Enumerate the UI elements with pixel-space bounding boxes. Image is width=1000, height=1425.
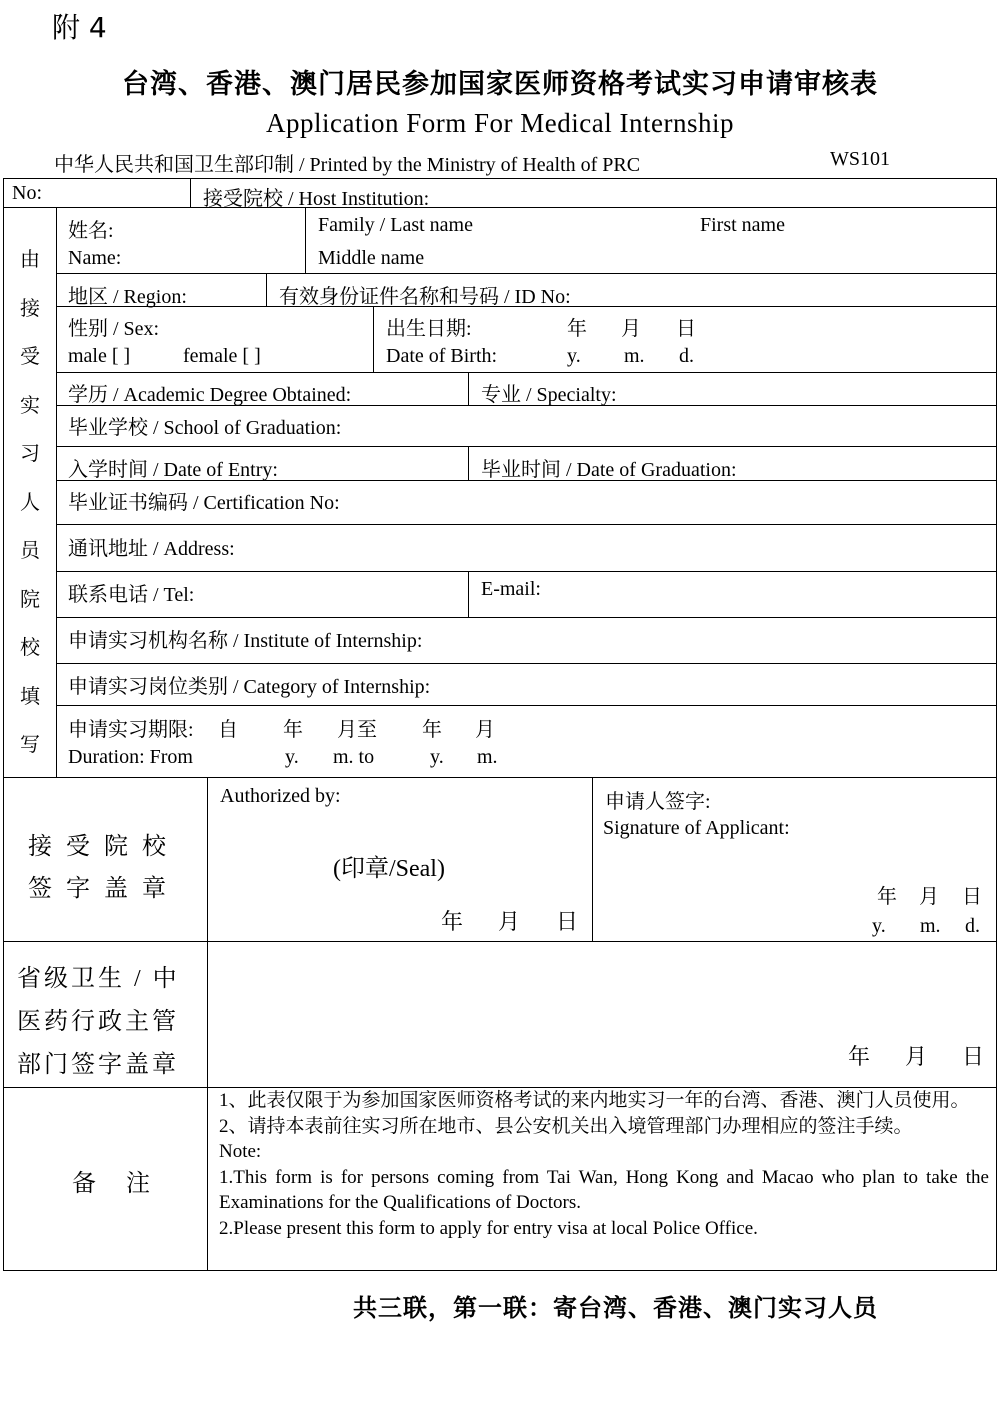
duration-year2-en: y. [430, 746, 444, 768]
dob-label-cn: 出生日期: [386, 318, 472, 340]
form-title-cn: 台湾、香港、澳门居民参加国家医师资格考试实习申请审核表 [122, 69, 878, 99]
duration-month2-en: m. [477, 746, 498, 768]
side-label-char: 受 [20, 346, 40, 368]
side-label-char: 填 [20, 685, 40, 708]
remarks-line: 1、此表仅限于为参加国家医师资格考试的来内地实习一年的台湾、香港、澳门人员使用。 [219, 1090, 970, 1111]
family-name-label: Family / Last name [318, 214, 473, 236]
name-label-en: Name: [68, 247, 122, 269]
duration-year1-en: y. [285, 746, 299, 768]
dob-month-en: m. [624, 345, 645, 367]
category-label: 申请实习岗位类别 / Category of Internship: [68, 676, 431, 698]
applicant-date-year-en: y. [872, 915, 886, 937]
middle-name-label: Middle name [318, 247, 425, 269]
host-seal-label-line1: 接受院校 [28, 834, 180, 860]
provincial-date-year: 年 [848, 1044, 871, 1069]
host-seal-label-line2: 签字盖章 [28, 876, 180, 902]
duration-month1-cn: 月至 [337, 719, 377, 741]
dob-day-cn: 日 [676, 318, 696, 340]
certification-label: 毕业证书编码 / Certification No: [68, 492, 340, 514]
region-label: 地区 / Region: [68, 286, 187, 308]
provincial-date-day: 日 [962, 1044, 985, 1069]
seal-date-month: 月 [498, 909, 521, 934]
email-label: E-mail: [481, 578, 541, 600]
applicant-date-day-cn: 日 [962, 886, 982, 908]
female-checkbox[interactable]: female [ ] [183, 345, 261, 367]
first-name-label: First name [700, 214, 785, 236]
side-label-char: 校 [20, 637, 40, 659]
male-checkbox[interactable]: male [ ] [68, 345, 131, 367]
provincial-date-month: 月 [905, 1044, 928, 1069]
seal-date-year: 年 [441, 909, 464, 934]
dob-label-en: Date of Birth: [386, 345, 498, 367]
school-label: 毕业学校 / School of Graduation: [68, 417, 342, 439]
duration-month1-en: m. to [333, 746, 375, 768]
remarks-line: 2、请持本表前往实习所在地市、县公安机关出入境管理部门办理相应的签注手续。 [219, 1115, 913, 1137]
duration-label-en: Duration: From [68, 746, 193, 768]
duration-label-cn: 申请实习期限: [68, 719, 194, 741]
side-label-char: 接 [20, 297, 40, 320]
duration-year2-cn: 年 [422, 719, 442, 741]
name-label-cn: 姓名: [68, 220, 114, 242]
degree-label: 学历 / Academic Degree Obtained: [68, 384, 352, 406]
duration-from-cn: 自 [218, 719, 238, 741]
provincial-label-line3: 部门签字盖章 [17, 1052, 179, 1078]
applicant-date-month-cn: 月 [919, 886, 939, 908]
applicant-signature-label-en: Signature of Applicant: [603, 817, 790, 839]
applicant-date-year-cn: 年 [877, 886, 897, 908]
remarks-label: 备 注 [72, 1171, 156, 1197]
dob-month-cn: 月 [621, 318, 641, 340]
side-label-char: 人 [20, 491, 40, 514]
side-label-char: 由 [20, 249, 40, 271]
applicant-date-day-en: d. [965, 915, 980, 937]
side-label-filled-by-host [20, 236, 40, 770]
form-code: WS101 [830, 148, 890, 170]
institute-label: 申请实习机构名称 / Institute of Internship: [68, 630, 423, 652]
side-label-char: 院 [20, 588, 40, 611]
provincial-label-line2: 医药行政主管 [17, 1009, 179, 1035]
id-no-label: 有效身份证件名称和号码 / ID No: [279, 286, 571, 308]
footer-copy-note: 共三联，第一联：寄台湾、香港、澳门实习人员 [353, 1296, 878, 1322]
date-graduation-label: 毕业时间 / Date of Graduation: [481, 459, 737, 481]
remarks-line: 2.Please present this form to apply for entry visa at local Police Office. [219, 1217, 758, 1239]
duration-month2-cn: 月 [475, 719, 495, 741]
remarks-notes [219, 1088, 989, 1241]
dob-year-en: y. [567, 345, 581, 367]
seal-date-day: 日 [556, 909, 579, 934]
applicant-signature-label-cn: 申请人签字: [605, 791, 711, 813]
specialty-label: 专业 / Specialty: [481, 384, 617, 406]
remarks-line: 1.This form is for persons coming from Tai Wan, Hong Kong and Macao who plan to take the Examinations for the Qualifications of Doctors. [219, 1166, 989, 1213]
annex-label: 附 4 [52, 11, 107, 44]
tel-label: 联系电话 / Tel: [68, 584, 195, 606]
sex-label: 性别 / Sex: [68, 318, 160, 340]
side-label-char: 习 [20, 443, 40, 465]
no-label: No: [12, 182, 42, 204]
dob-year-cn: 年 [567, 318, 587, 340]
printed-by: 中华人民共和国卫生部印制 / Printed by the Ministry of Health of PRC [54, 154, 641, 176]
side-label-char: 员 [20, 540, 40, 562]
host-institution-label: 接受院校 / Host Institution: [203, 188, 430, 210]
duration-year1-cn: 年 [283, 719, 303, 741]
dob-day-en: d. [679, 345, 694, 367]
form-title-en: Application Form For Medical Internship [266, 108, 734, 138]
seal-placeholder: (印章/Seal) [333, 856, 445, 882]
applicant-date-month-en: m. [920, 915, 941, 937]
remarks-line: Note: [219, 1141, 262, 1162]
provincial-label-line1: 省级卫生 / 中 [17, 966, 180, 992]
authorized-by-label: Authorized by: [220, 785, 341, 807]
side-label-char: 实 [20, 394, 40, 417]
date-entry-label: 入学时间 / Date of Entry: [68, 459, 278, 481]
side-label-char: 写 [20, 734, 40, 756]
address-label: 通讯地址 / Address: [68, 538, 235, 560]
